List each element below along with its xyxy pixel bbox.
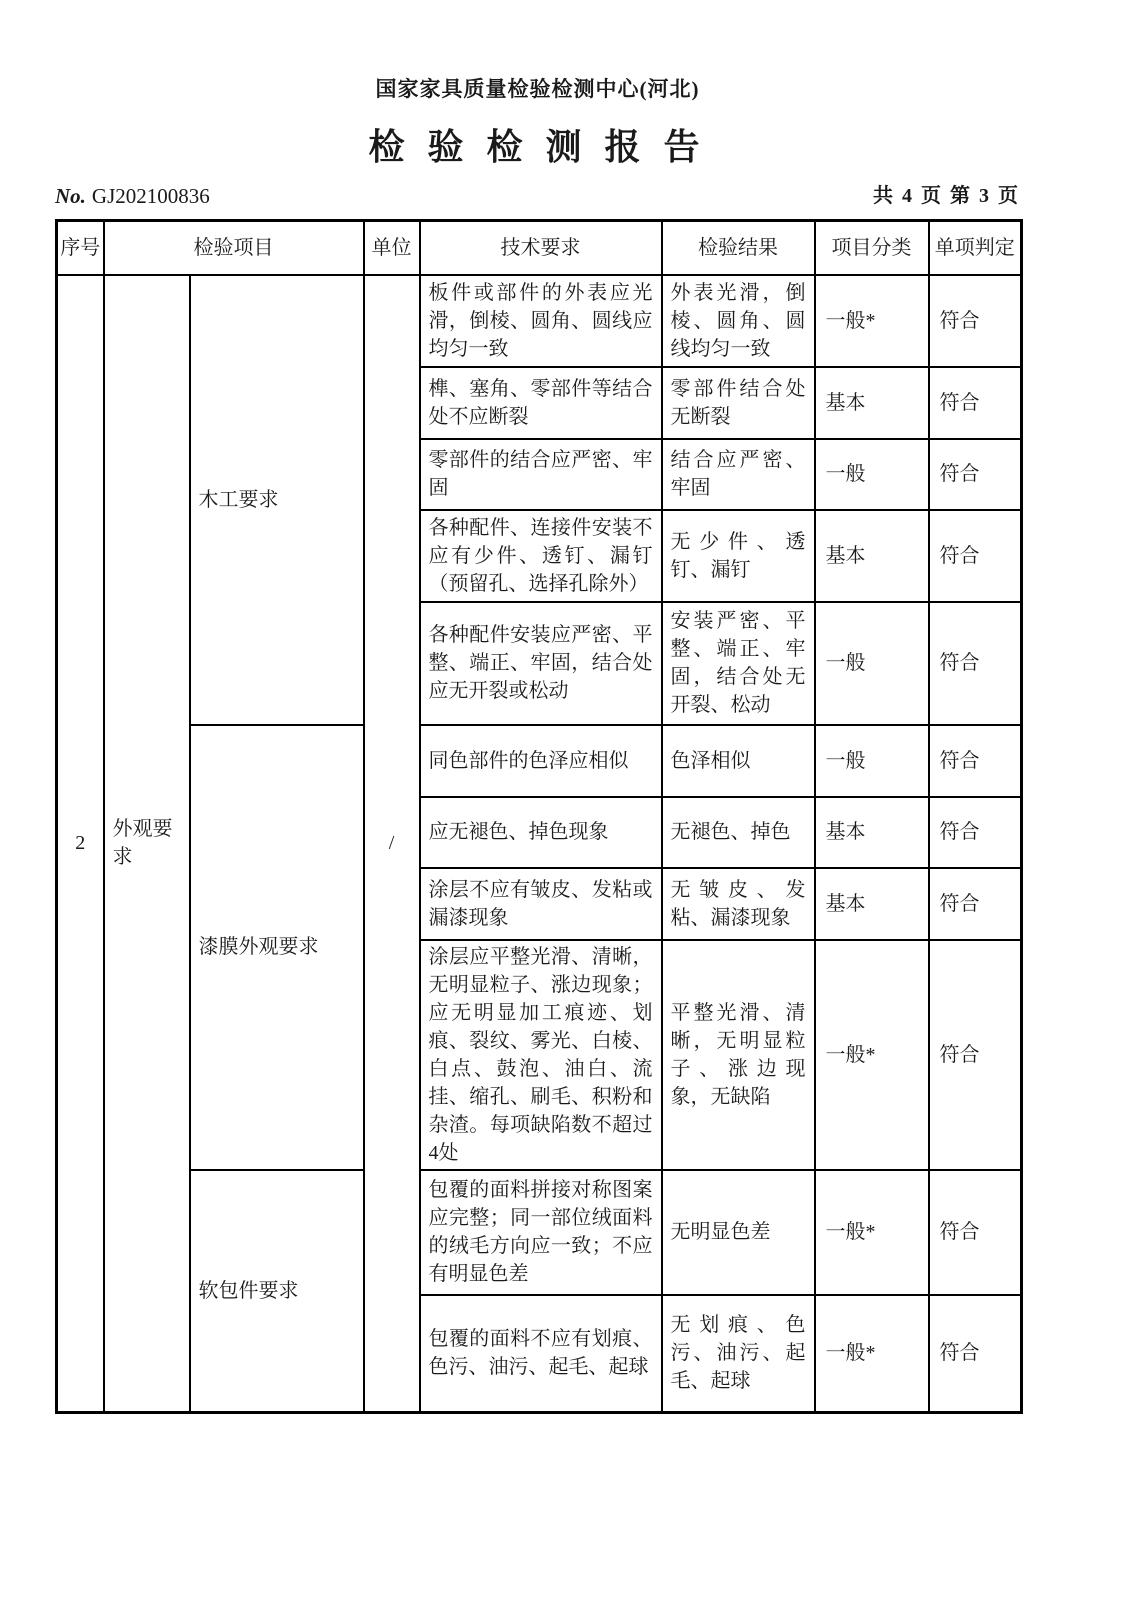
requirement-cell: 涂层不应有皱皮、发粘或漏漆现象 bbox=[420, 868, 662, 940]
requirement-cell: 包覆的面料不应有划痕、色污、油污、起毛、起球 bbox=[420, 1295, 662, 1413]
meta-row bbox=[55, 183, 1020, 209]
table-header-row bbox=[57, 221, 1022, 275]
requirement-cell: 零部件的结合应严密、牢固 bbox=[420, 439, 662, 510]
report-content bbox=[55, 78, 1020, 1414]
requirement-cell: 同色部件的色泽应相似 bbox=[420, 725, 662, 797]
inspection-table bbox=[55, 219, 1023, 1414]
requirement-cell: 板件或部件的外表应光滑，倒棱、圆角、圆线应均匀一致 bbox=[420, 275, 662, 367]
judgement-cell: 符合 bbox=[929, 602, 1022, 725]
classification-cell: 一般 bbox=[815, 439, 929, 510]
result-cell: 外表光滑，倒棱、圆角、圆线均匀一致 bbox=[662, 275, 815, 367]
header-requirement: 技术要求 bbox=[420, 221, 662, 275]
result-cell: 无褪色、掉色 bbox=[662, 797, 815, 868]
page-indicator: 共 4 页 第 3 页 bbox=[873, 185, 1020, 207]
classification-cell: 基本 bbox=[815, 367, 929, 439]
result-cell: 无划痕、色污、油污、起毛、起球 bbox=[662, 1295, 815, 1413]
classification-cell: 基本 bbox=[815, 868, 929, 940]
table-row bbox=[57, 275, 1022, 367]
result-cell: 平整光滑、清晰，无明显粒子、涨边现象，无缺陷 bbox=[662, 940, 815, 1170]
header-unit: 单位 bbox=[364, 221, 420, 275]
report-no bbox=[55, 183, 210, 209]
result-cell: 结合应严密、牢固 bbox=[662, 439, 815, 510]
header-result: 检验结果 bbox=[662, 221, 815, 275]
table-row bbox=[57, 725, 1022, 797]
requirement-cell: 包覆的面料拼接对称图案应完整；同一部位绒面料的绒毛方向应一致；不应有明显色差 bbox=[420, 1170, 662, 1295]
judgement-cell: 符合 bbox=[929, 275, 1022, 367]
report-no-value: GJ202100836 bbox=[91, 184, 210, 208]
requirement-cell: 涂层应平整光滑、清晰，无明显粒子、涨边现象；应无明显加工痕迹、划痕、裂纹、雾光、白棱、白点、鼓泡、油白、流挂、缩孔、刷毛、积粉和杂渣。每项缺陷数不超过4处 bbox=[420, 940, 662, 1170]
table-row bbox=[57, 1170, 1022, 1295]
result-cell: 无皱皮、发粘、漏漆现象 bbox=[662, 868, 815, 940]
report-title: 检 验 检 测 报 告 bbox=[368, 127, 707, 167]
judgement-cell: 符合 bbox=[929, 868, 1022, 940]
header-classification: 项目分类 bbox=[815, 221, 929, 275]
index-cell: 2 bbox=[57, 275, 104, 1413]
org-name: 国家家具质量检验检测中心(河北) bbox=[375, 77, 700, 101]
result-cell: 色泽相似 bbox=[662, 725, 815, 797]
judgement-cell: 符合 bbox=[929, 940, 1022, 1170]
judgement-cell: 符合 bbox=[929, 367, 1022, 439]
requirement-cell: 各种配件、连接件安装不应有少件、透钉、漏钉（预留孔、选择孔除外） bbox=[420, 510, 662, 602]
classification-cell: 一般 bbox=[815, 725, 929, 797]
judgement-cell: 符合 bbox=[929, 510, 1022, 602]
subgroup-woodwork-cell: 木工要求 bbox=[190, 275, 364, 725]
header-item: 检验项目 bbox=[104, 221, 364, 275]
judgement-cell: 符合 bbox=[929, 1295, 1022, 1413]
result-cell: 零部件结合处无断裂 bbox=[662, 367, 815, 439]
result-cell: 安装严密、平整、端正、牢固，结合处无开裂、松动 bbox=[662, 602, 815, 725]
subgroup-paint-film-cell: 漆膜外观要求 bbox=[190, 725, 364, 1170]
header-index: 序号 bbox=[57, 221, 104, 275]
header-judgement: 单项判定 bbox=[929, 221, 1022, 275]
requirement-cell: 各种配件安装应严密、平整、端正、牢固，结合处应无开裂或松动 bbox=[420, 602, 662, 725]
classification-cell: 一般* bbox=[815, 1170, 929, 1295]
requirement-cell: 榫、塞角、零部件等结合处不应断裂 bbox=[420, 367, 662, 439]
item-group-cell: 外观要求 bbox=[104, 275, 190, 1413]
report-no-label: No. bbox=[55, 184, 86, 208]
classification-cell: 一般* bbox=[815, 275, 929, 367]
judgement-cell: 符合 bbox=[929, 439, 1022, 510]
classification-cell: 基本 bbox=[815, 510, 929, 602]
classification-cell: 一般* bbox=[815, 1295, 929, 1413]
judgement-cell: 符合 bbox=[929, 797, 1022, 868]
classification-cell: 一般* bbox=[815, 940, 929, 1170]
judgement-cell: 符合 bbox=[929, 1170, 1022, 1295]
unit-cell: / bbox=[364, 275, 420, 1413]
result-cell: 无少件、透钉、漏钉 bbox=[662, 510, 815, 602]
result-cell: 无明显色差 bbox=[662, 1170, 815, 1295]
judgement-cell: 符合 bbox=[929, 725, 1022, 797]
subgroup-upholstery-cell: 软包件要求 bbox=[190, 1170, 364, 1413]
requirement-cell: 应无褪色、掉色现象 bbox=[420, 797, 662, 868]
classification-cell: 一般 bbox=[815, 602, 929, 725]
classification-cell: 基本 bbox=[815, 797, 929, 868]
